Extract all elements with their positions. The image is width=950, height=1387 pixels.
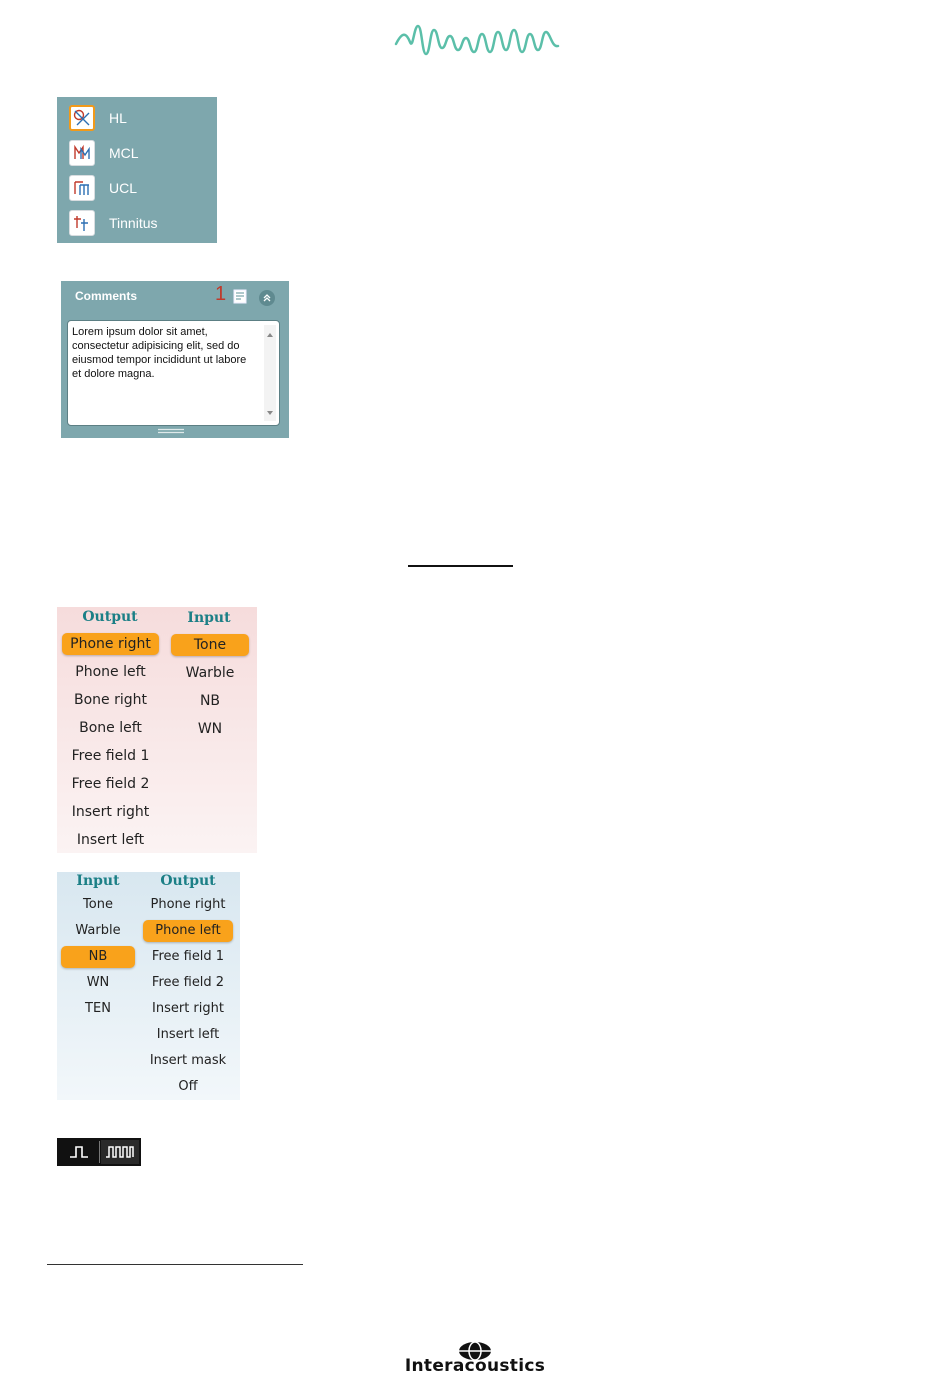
masking-output-option[interactable]: Free field 2 bbox=[151, 975, 225, 990]
masking-input-option[interactable]: Warble bbox=[75, 923, 121, 938]
masking-input-option[interactable]: Tone bbox=[83, 897, 113, 912]
masking-output-option[interactable]: Phone left bbox=[143, 920, 233, 942]
masking-output-option[interactable]: Insert mask bbox=[149, 1053, 227, 1068]
masking-output-option[interactable]: Phone right bbox=[150, 897, 226, 912]
masking-output-option[interactable]: Free field 1 bbox=[151, 949, 225, 964]
output-header: Output bbox=[160, 873, 216, 889]
comments-text[interactable]: Lorem ipsum dolor sit amet, consectetur adipisicing elit, sed do eiusmod tempor incididunt ut labore et dolore magna. bbox=[72, 326, 247, 380]
brand-name: Interacoustics bbox=[404, 1356, 546, 1376]
test-item-label: HL bbox=[109, 110, 127, 126]
test-item-tinnitus[interactable] bbox=[69, 209, 158, 237]
collapse-button[interactable] bbox=[259, 290, 275, 306]
test-item-mcl[interactable] bbox=[69, 139, 139, 167]
output-option[interactable]: Free field 1 bbox=[71, 748, 150, 764]
tinnitus-icon bbox=[69, 210, 95, 236]
input-header: Input bbox=[187, 610, 231, 626]
output-header: Output bbox=[82, 609, 138, 625]
output-option[interactable]: Free field 2 bbox=[71, 776, 150, 792]
single-pulse-button[interactable] bbox=[59, 1140, 99, 1164]
single-pulse-icon bbox=[68, 1144, 90, 1160]
output-input-selector bbox=[57, 607, 257, 853]
comments-title: Comments bbox=[75, 289, 138, 303]
test-item-ucl[interactable] bbox=[69, 174, 137, 202]
footnote-divider bbox=[47, 1264, 303, 1265]
input-option[interactable]: NB bbox=[199, 693, 221, 709]
output-option[interactable]: Bone right bbox=[73, 692, 147, 708]
masking-output-option[interactable]: Off bbox=[178, 1079, 198, 1094]
input-option[interactable]: Warble bbox=[185, 665, 235, 681]
comments-panel bbox=[61, 281, 289, 438]
chevron-up-icon bbox=[262, 293, 272, 303]
test-item-label: MCL bbox=[109, 145, 139, 161]
multi-pulse-icon bbox=[105, 1144, 135, 1160]
note-icon[interactable] bbox=[233, 289, 247, 304]
masking-input-output-selector bbox=[57, 872, 240, 1100]
comments-textarea[interactable] bbox=[67, 320, 280, 426]
mcl-icon bbox=[69, 140, 95, 166]
ucl-icon bbox=[69, 175, 95, 201]
input-header: Input bbox=[76, 873, 120, 889]
test-item-hl[interactable] bbox=[69, 104, 127, 132]
output-option[interactable]: Bone left bbox=[79, 720, 142, 736]
input-option[interactable]: Tone bbox=[171, 634, 249, 656]
resize-grip-icon[interactable] bbox=[158, 428, 184, 434]
masking-input-option[interactable]: TEN bbox=[85, 1001, 111, 1016]
test-type-panel bbox=[57, 97, 217, 243]
output-option[interactable]: Insert left bbox=[76, 832, 145, 848]
output-option[interactable]: Phone right bbox=[62, 633, 159, 655]
masking-input-option[interactable]: WN bbox=[86, 975, 110, 990]
masking-output-option[interactable]: Insert left bbox=[156, 1027, 220, 1042]
multi-pulse-button[interactable] bbox=[101, 1140, 139, 1164]
masking-output-option[interactable]: Insert right bbox=[152, 1001, 224, 1016]
stimulus-type-toggle bbox=[57, 1138, 141, 1166]
section-divider bbox=[408, 565, 513, 567]
hl-icon bbox=[69, 105, 95, 131]
wave-logo-icon bbox=[394, 22, 560, 58]
comments-scrollbar[interactable] bbox=[264, 325, 276, 421]
toggle-divider bbox=[99, 1141, 100, 1163]
output-option[interactable]: Phone left bbox=[75, 664, 146, 680]
input-option[interactable]: WN bbox=[197, 721, 223, 737]
test-item-label: Tinnitus bbox=[109, 215, 158, 231]
test-item-label: UCL bbox=[109, 180, 138, 196]
output-option[interactable]: Insert right bbox=[71, 804, 150, 820]
masking-input-option[interactable]: NB bbox=[61, 946, 135, 968]
comments-count: 1 bbox=[215, 283, 227, 305]
